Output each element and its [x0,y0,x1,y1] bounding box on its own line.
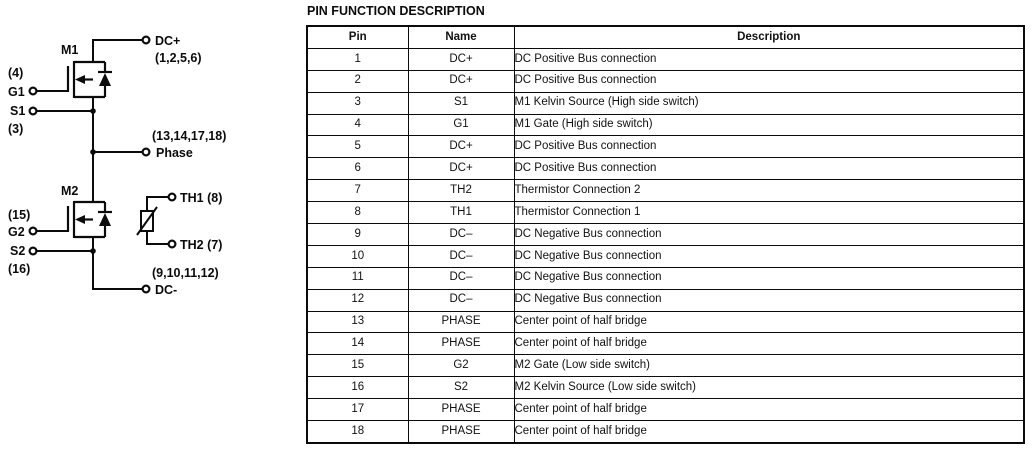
description-cell: M2 Kelvin Source (Low side switch) [514,377,1024,399]
pin-cell: 3 [307,92,408,114]
half-bridge-schematic [0,0,300,459]
pin-function-table [306,25,1025,444]
s1-junction-dot [90,108,96,114]
description-cell: DC Negative Bus connection [514,245,1024,267]
pin-cell: 1 [307,48,408,70]
s2-terminal [30,248,37,255]
description-cell: DC Positive Bus connection [514,136,1024,158]
name-cell: DC+ [408,48,514,70]
g1-pin-label: (4) [8,66,24,80]
phase-terminal [143,149,150,156]
s1-label: S1 [10,104,26,118]
name-cell: S2 [408,377,514,399]
name-column-header: Name [408,26,514,48]
table-row [307,421,1024,443]
description-column-header: Description [514,26,1024,48]
description-cell: DC Negative Bus connection [514,289,1024,311]
name-cell: DC– [408,245,514,267]
table-title: PIN FUNCTION DESCRIPTION [307,4,485,18]
table-row [307,333,1024,355]
th2-terminal [169,241,176,248]
pin-cell: 10 [307,245,408,267]
th2-lead [147,231,169,244]
description-cell: M1 Kelvin Source (High side switch) [514,92,1024,114]
dc-plus-terminal [143,37,150,44]
mosfet-m1-symbol [68,61,112,98]
pin-cell: 6 [307,158,408,180]
table-row [307,399,1024,421]
pin-cell: 13 [307,311,408,333]
thermistor-symbol [137,197,169,244]
name-cell: DC+ [408,158,514,180]
mosfet-m2-symbol [68,201,112,238]
schematic-wires [37,40,143,289]
table-row [307,114,1024,136]
description-cell: Center point of half bridge [514,333,1024,355]
g1-terminal [30,88,37,95]
name-cell: G2 [408,355,514,377]
table-row [307,311,1024,333]
description-cell: M1 Gate (High side switch) [514,114,1024,136]
table-row [307,136,1024,158]
table-row [307,267,1024,289]
phase-label: Phase [156,146,193,160]
phase-pins-label: (13,14,17,18) [152,129,227,143]
name-cell: DC+ [408,136,514,158]
table-row [307,158,1024,180]
s2-pin-label: (16) [8,262,31,276]
name-cell: DC+ [408,70,514,92]
description-cell: Center point of half bridge [514,421,1024,443]
description-cell: DC Positive Bus connection [514,158,1024,180]
dc-plus-wire [93,40,142,62]
description-cell: Center point of half bridge [514,399,1024,421]
dc-plus-label: DC+ [155,34,181,48]
pin-cell: 18 [307,421,408,443]
name-cell: G1 [408,114,514,136]
m1-label: M1 [61,43,79,57]
name-cell: DC– [408,267,514,289]
name-cell: PHASE [408,421,514,443]
pin-cell: 12 [307,289,408,311]
description-cell: Thermistor Connection 1 [514,202,1024,224]
table-row [307,70,1024,92]
s2-junction-dot [90,248,96,254]
pin-cell: 16 [307,377,408,399]
table-row [307,355,1024,377]
dc-minus-terminal [143,286,150,293]
s1-pin-label: (3) [8,122,24,136]
table-row [307,224,1024,246]
pin-cell: 9 [307,224,408,246]
pin-cell: 17 [307,399,408,421]
description-cell: Thermistor Connection 2 [514,180,1024,202]
th1-lead [147,197,169,211]
name-cell: TH2 [408,180,514,202]
pin-cell: 15 [307,355,408,377]
name-cell: PHASE [408,311,514,333]
dc-minus-wire [93,237,142,289]
name-cell: PHASE [408,333,514,355]
th2-label: TH2 (7) [180,238,223,252]
name-cell: DC– [408,224,514,246]
name-cell: DC– [408,289,514,311]
description-cell: DC Positive Bus connection [514,48,1024,70]
g2-label: G2 [8,225,25,239]
th1-terminal [169,194,176,201]
pin-cell: 8 [307,202,408,224]
description-cell: DC Negative Bus connection [514,224,1024,246]
table-row [307,245,1024,267]
pin-cell: 7 [307,180,408,202]
table-row [307,289,1024,311]
dc-minus-pins-label: (9,10,11,12) [152,266,219,280]
g2-pin-label: (15) [8,208,31,222]
pin-column-header: Pin [307,26,408,48]
name-cell: PHASE [408,399,514,421]
dc-minus-label: DC- [155,283,178,297]
th1-label: TH1 (8) [180,191,223,205]
s2-label: S2 [10,244,26,258]
table-row [307,180,1024,202]
name-cell: S1 [408,92,514,114]
pin-cell: 11 [307,267,408,289]
pin-cell: 5 [307,136,408,158]
table-header-row [307,26,1024,48]
phase-junction-dot [90,149,96,155]
table-row [307,377,1024,399]
m2-label: M2 [61,184,79,198]
name-cell: TH1 [408,202,514,224]
table-row [307,202,1024,224]
description-cell: DC Negative Bus connection [514,267,1024,289]
terminal-circles [30,37,176,293]
pin-table-body [307,48,1024,443]
description-cell: DC Positive Bus connection [514,70,1024,92]
description-cell: M2 Gate (Low side switch) [514,355,1024,377]
s1-terminal [30,108,37,115]
g2-terminal [30,228,37,235]
pin-cell: 2 [307,70,408,92]
table-row [307,48,1024,70]
pin-cell: 4 [307,114,408,136]
pin-cell: 14 [307,333,408,355]
g1-label: G1 [8,85,25,99]
table-row [307,92,1024,114]
description-cell: Center point of half bridge [514,311,1024,333]
dc-plus-pins-label: (1,2,5,6) [155,51,202,65]
